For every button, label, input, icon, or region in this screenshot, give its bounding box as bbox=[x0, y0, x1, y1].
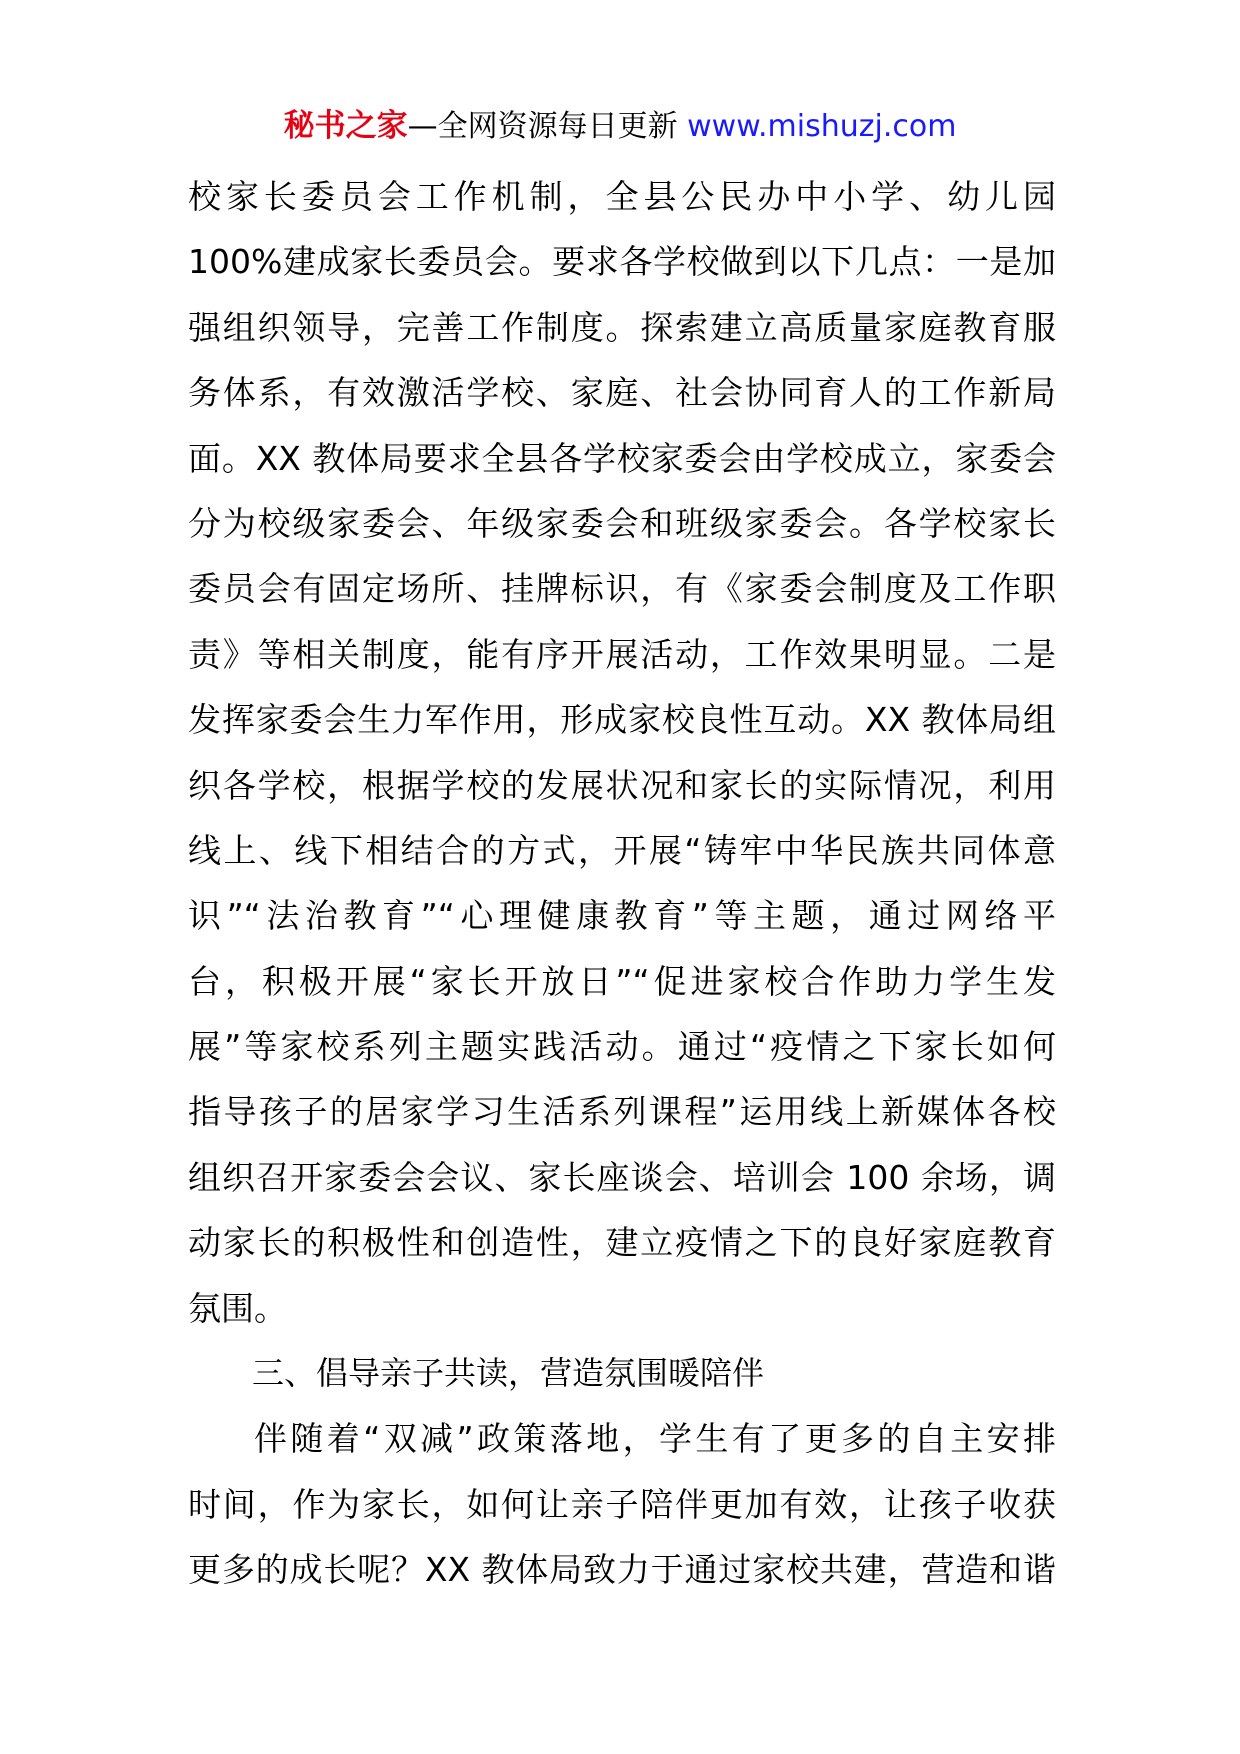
body-line: 务体系，有效激活学校、家庭、社会协同育人的工作新局 bbox=[188, 373, 1056, 413]
section-heading: 三、倡导亲子共读，营造氛围暖陪伴 bbox=[252, 1354, 765, 1393]
paragraph-first-line: 伴随着“双减”政策落地，学生有了更多的自主安排 bbox=[254, 1419, 1056, 1459]
site-url[interactable]: www.mishuzj.com bbox=[687, 109, 957, 144]
site-tagline: —全网资源每日更新 bbox=[407, 109, 688, 144]
site-brand: 秘书之家 bbox=[283, 108, 408, 144]
body-line: 面。XX 教体局要求全县各学校家委会由学校成立，家委会 bbox=[188, 438, 1056, 478]
body-line: 校家长委员会工作机制，全县公民办中小学、幼儿园 bbox=[188, 177, 1056, 216]
body-line: 责》等相关制度，能有序开展活动，工作效果明显。二是 bbox=[188, 634, 1056, 674]
body-line: 动家长的积极性和创造性，建立疫情之下的良好家庭教育 bbox=[188, 1223, 1056, 1263]
body-line: 更多的成长呢？XX 教体局致力于通过家校共建，营造和谐 bbox=[188, 1550, 1056, 1590]
body-line: 指导孩子的居家学习生活系列课程”运用线上新媒体各校 bbox=[188, 1092, 1056, 1132]
body-line: 100%建成家长委员会。要求各学校做到以下几点：一是加 bbox=[188, 242, 1056, 282]
body-line: 台，积极开展“家长开放日”“促进家校合作助力学生发 bbox=[188, 961, 1056, 1001]
document-body bbox=[188, 164, 1056, 1603]
body-line: 强组织领导，完善工作制度。探索建立高质量家庭教育服 bbox=[188, 307, 1056, 347]
body-line: 识”“法治教育”“心理健康教育”等主题，通过网络平 bbox=[188, 896, 1056, 936]
body-line: 时间，作为家长，如何让亲子陪伴更加有效，让孩子收获 bbox=[188, 1484, 1056, 1524]
body-line: 线上、线下相结合的方式，开展“铸牢中华民族共同体意 bbox=[188, 830, 1056, 870]
body-line: 织各学校，根据学校的发展状况和家长的实际情况，利用 bbox=[188, 765, 1056, 805]
body-line: 氛围。 bbox=[188, 1288, 287, 1328]
body-line: 委员会有固定场所、挂牌标识，有《家委会制度及工作职 bbox=[188, 569, 1056, 609]
body-line: 展”等家校系列主题实践活动。通过“疫情之下家长如何 bbox=[188, 1027, 1056, 1067]
site-header bbox=[0, 104, 1240, 149]
body-line: 组织召开家委会会议、家长座谈会、培训会 100 余场，调 bbox=[188, 1157, 1056, 1197]
body-line: 发挥家委会生力军作用，形成家校良性互动。XX 教体局组 bbox=[188, 700, 1056, 740]
body-line: 分为校级家委会、年级家委会和班级家委会。各学校家长 bbox=[188, 503, 1056, 543]
